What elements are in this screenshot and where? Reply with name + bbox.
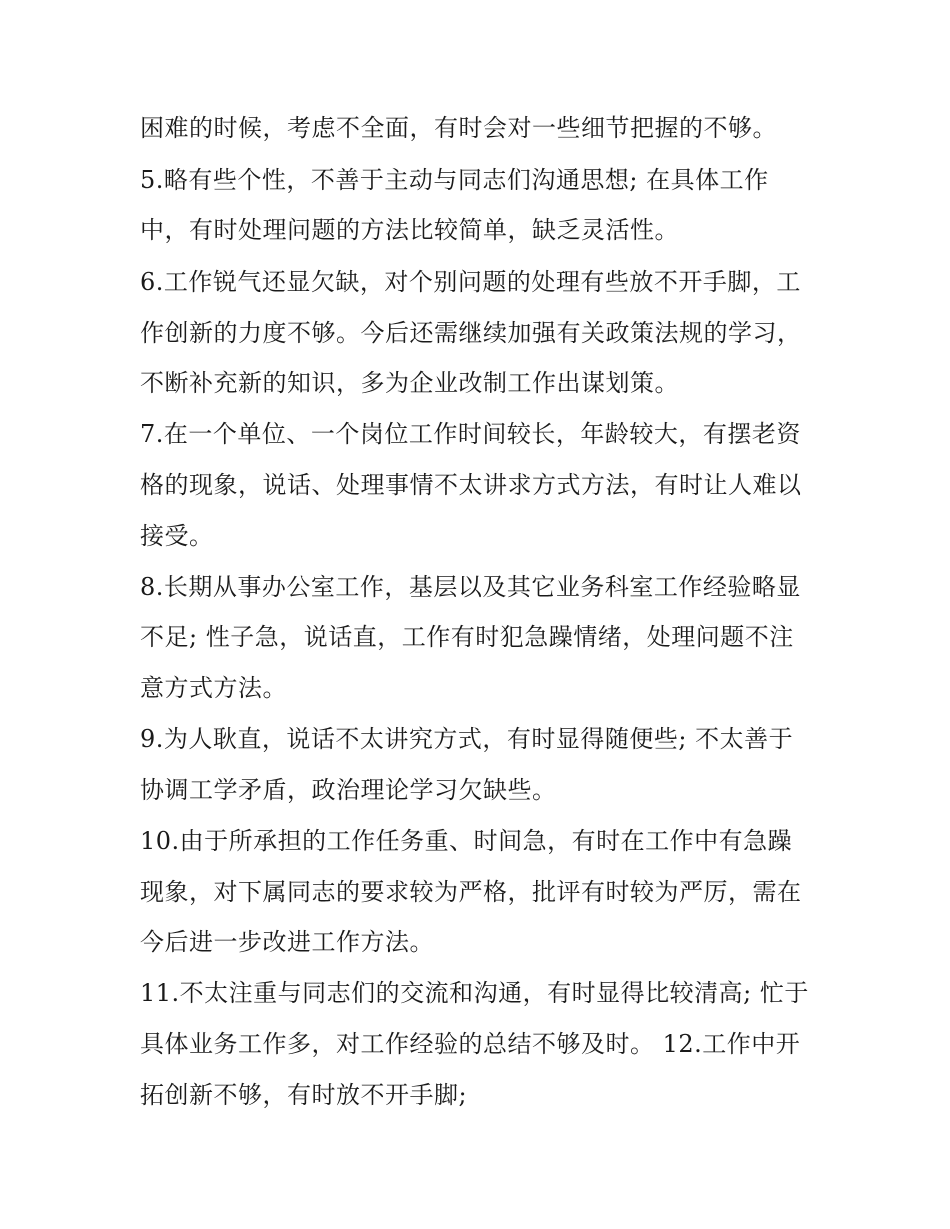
text-line: 意方式方法。 [140, 674, 287, 702]
text-line: 困难的时候，考虑不全面，有时会对一些细节把握的不够。 [140, 114, 777, 142]
text-line: 拓创新不够，有时放不开手脚; [140, 1081, 468, 1109]
text-line: 具体业务工作多，对工作经验的总结不够及时。 12.工作中开 [140, 1030, 801, 1058]
text-line: 不足; 性子急，说话直，工作有时犯急躁情绪，处理问题不注 [140, 623, 794, 651]
text-line: 作创新的力度不够。今后还需继续加强有关政策法规的学习， [140, 319, 802, 347]
text-line: 10.由于所承担的工作任务重、时间急，有时在工作中有急躁 [140, 827, 793, 855]
text-line: 11.不太注重与同志们的交流和沟通，有时显得比较清高; 忙于 [140, 979, 809, 1007]
text-line: 9.为人耿直，说话不太讲究方式，有时显得随便些; 不太善于 [140, 725, 794, 753]
text-line: 不断补充新的知识，多为企业改制工作出谋划策。 [140, 369, 679, 397]
text-line: 接受。 [140, 522, 214, 550]
text-line: 中，有时处理问题的方法比较简单，缺乏灵活性。 [140, 216, 679, 244]
text-line: 现象，对下属同志的要求较为严格，批评有时较为严厉，需在 [140, 878, 802, 906]
text-line: 格的现象，说话、处理事情不太讲求方式方法，有时让人难以 [140, 471, 802, 499]
text-line: 协调工学矛盾，政治理论学习欠缺些。 [140, 776, 557, 804]
text-line: 今后进一步改进工作方法。 [140, 928, 434, 956]
text-line: 6.工作锐气还显欠缺，对个别问题的处理有些放不开手脚，工 [140, 268, 801, 296]
text-line: 7.在一个单位、一个岗位工作时间较长，年龄较大，有摆老资 [140, 420, 801, 448]
text-line: 8.长期从事办公室工作，基层以及其它业务科室工作经验略显 [140, 573, 801, 601]
text-line: 5.略有些个性，不善于主动与同志们沟通思想; 在具体工作 [140, 166, 769, 194]
